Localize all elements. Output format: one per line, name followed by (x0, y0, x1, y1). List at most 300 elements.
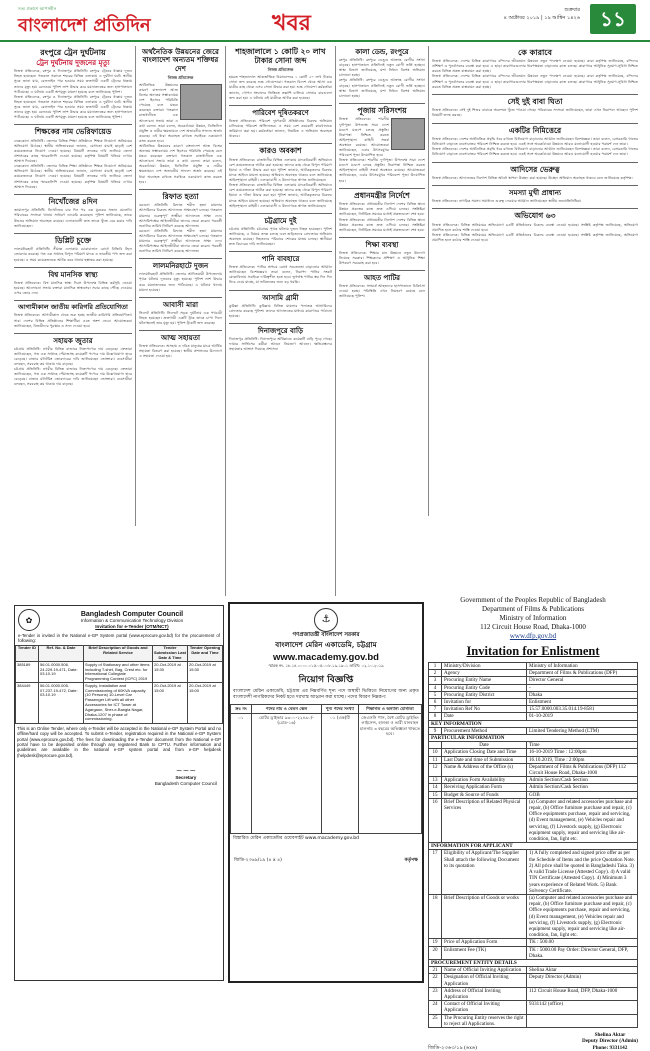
tender-desc: Supply, Installation and Commissioning of 60KVA capacity (10 Persons) 10-Level Car Passenger Lift with all other Accessories for ICT Tower at Agargaon, Sher-e-Bangla Nagar, Dhaka-1207 in phase of commissioning. (84, 683, 153, 723)
rec-footer: বিস্তারিত মেরিন একাডেমির ওয়েবসাইট www.macademy.gov.bd (233, 835, 360, 841)
inv-sign-name: Shelina Aktar (594, 1031, 626, 1038)
inv-address: 112 Circuit House Road, Dhaka-1000 (480, 623, 586, 631)
story (339, 48, 425, 99)
headline: চট্টগ্রামে দুই (264, 215, 297, 225)
divider (432, 162, 638, 163)
table-row (429, 974, 638, 987)
inv-sign-phone: Phone: 9331142 (592, 1044, 628, 1051)
rec-gd: জিডি-২৩৬৯/১৯ (৪ x ৪) (234, 857, 282, 863)
story-body: সিলেট প্রতিনিধি: সিলেটে সড়ক দুর্ঘটনায় এক পথচারী নিহত হয়েছেন। দ্রুতগামী একটি ট্রাক তাকে চাপা দিলে ঘটনাস্থলেই তার মৃত্যু হয়। পুলিশ ট্রাকটি জব্দ করেছে। (139, 310, 222, 325)
headline: পূজায় সরিসংশয় (357, 105, 407, 115)
table-row (429, 1001, 638, 1014)
bcc-sign-org: Bangladesh Computer Council (154, 781, 217, 787)
rec-body: বাংলাদেশ মেরিন একাডেমি, চট্টগ্রাম এর নিম্নবর্ণিত শূন্য পদে অস্থায়ী ভিত্তিতে নিয়োগের জন্য প্রকৃত বাংলাদেশী নাগরিকদের নিকট হতে দরখাস্ত আহ্বান করা যাচ্ছে। পদের বিবরণ নিম্নরূপ: (233, 689, 419, 701)
table-row (429, 798, 638, 842)
divider (432, 123, 638, 124)
section-row (429, 735, 638, 742)
rec-qual: জেএসসি পাস, বৈধ মোটর ড্রাইভিং লাইসেন্স, হালকা ও ভারী যানবাহন চালনায় ৩ বছরের অভিজ্ঞতা থাকতে হবে। (359, 713, 422, 833)
section-label: INFORMATION FOR APPLICANT (429, 843, 638, 850)
divider (139, 330, 222, 331)
headline: কারও অবকাশ (259, 146, 302, 156)
story (14, 271, 132, 296)
divider (139, 189, 222, 190)
table-row (429, 946, 638, 959)
headline: বিশ্ব মানসিক স্বাস্থ্য (48, 269, 98, 279)
table-row (429, 663, 638, 670)
column-1 (14, 46, 132, 602)
emblem-icon: ⚓ (314, 608, 338, 632)
rec-url: www.macademy.gov.bd (273, 652, 379, 663)
row-number: 3 (429, 677, 442, 684)
inv-ministry: Ministry of Information (499, 614, 567, 622)
column-divider (135, 46, 136, 526)
table-row (429, 791, 638, 798)
row-value: Enlistment (527, 699, 638, 706)
row-value: Director General (527, 677, 638, 684)
story (339, 274, 425, 299)
table-header-row (16, 645, 223, 661)
inv-bottom (428, 1032, 638, 1051)
section-title: খবর (272, 10, 311, 36)
table-row (429, 777, 638, 784)
rec-notice-title: নিয়োগ বিজ্ঞপ্তি (298, 675, 354, 685)
tender-id: 384449 (16, 683, 39, 723)
row-value: 01-10-2019 (527, 713, 638, 720)
story (139, 301, 222, 326)
story (14, 237, 132, 263)
story-body: কুমিল্লা প্রতিনিধি: কুমিল্লায় বিভিন্ন মামলার পলাতক আসামিদের গ্রেফতার করেছে পুলিশ। তাদের আদালতের মাধ্যমে কারাগারে পাঠানো হয়েছে। (229, 303, 332, 318)
headline: অভিযোগ ৬৩ (514, 211, 556, 221)
table-row (429, 699, 638, 706)
story (14, 48, 132, 120)
story-body: নিজস্ব প্রতিবেদক: দেশের অর্থনৈতিক প্রবৃদ্ধি ধরে রাখতে বিনিয়োগ বাড়ানোর আহ্বান জানিয়েছেন বিশেষজ্ঞরা। তারা বলেন, বেসরকারি খাতের বিনিয়োগ বাড়াতে ব্যবসাবান্ধব পরিবেশ নিশ্চিত করতে হবে। একই সঙ্গে অবকাঠামো উন্নয়নে আরও মনোযোগী হওয়ার পরামর্শ দেন তারা। (432, 147, 638, 157)
row-value: Limited Tendering Method (LTM) (527, 727, 638, 734)
column-header: Tender Submission Last Date & Time (154, 645, 187, 660)
column-header: Ref. No. & Date (39, 645, 84, 661)
row-value: Admin Section/Cash Section (527, 784, 638, 791)
row-number: 20 (429, 946, 442, 959)
row-label: Address of Official Inviting Application (442, 987, 527, 1000)
table-row (429, 684, 638, 691)
story (229, 294, 332, 319)
headline: শিক্ষা ব্যবস্থা (365, 239, 399, 249)
row-label: Date (442, 713, 527, 720)
row-label: Name of Official Inviting Application (442, 967, 527, 974)
news-photo (391, 118, 425, 150)
row-number: 15 (429, 791, 442, 798)
headline: একটির নিমিত্তেরে (508, 125, 562, 135)
column-5 (432, 46, 638, 516)
headline: পারিবেশ দূষিতকরণে (252, 107, 309, 117)
story (339, 241, 425, 266)
bcc-title: Bangladesh Computer Council (80, 610, 184, 618)
rec-gov: গণপ্রজাতন্ত্রী বাংলাদেশ সরকার (292, 632, 360, 638)
divider (14, 233, 132, 234)
story (229, 147, 332, 209)
story-body: নিজস্ব প্রতিবেদক: সংঘর্ষে আহতদের হাসপাতালে চিকিৎসা দেওয়া হচ্ছে। পরিস্থিতি এখন নিয়ন্ত্রণে রয়েছে বলে জানিয়েছে পুলিশ। (339, 284, 425, 299)
row-number: 5 (429, 691, 442, 698)
story (139, 334, 222, 359)
headline: আত্ম সহায়তা (160, 333, 201, 343)
tender-submission: 20-Oct-2019 at 15:00 (153, 683, 188, 723)
story-body: নিজস্ব প্রতিবেদক: রাজধানীর বিভিন্ন এলাকায় মাদকবিরোধী অভিযানে বেশ কয়েকজনকে আটক করা হয়েছে। তাদের কাছ থেকে বিপুল পরিমাণ ইয়াবা ও গাঁজা উদ্ধার করা হয়। পুলিশ জানায়, আটককৃতদের বিরুদ্ধে মাদক আইনে মামলা হয়েছে। অভিযান অব্যাহত থাকবে বলে জানিয়েছে আইনশৃঙ্খলা বাহিনী। এলাকাবাসী এ উদ্যোগকে স্বাগত জানিয়েছেন। (229, 183, 332, 208)
row-number: 21 (429, 967, 442, 974)
row-number: 24 (429, 1001, 442, 1014)
headline: কালা ডেন্ড, রংপুরে (355, 47, 409, 56)
row-label: Budget & Source of Funds (442, 791, 527, 798)
divider (339, 188, 425, 189)
story-body: লালমনিরহাট প্রতিনিধি: জেলার আদিতমারী উপজেলায় পৃথক ঘটনায় দুজনের মৃত্যু হয়েছে। পুলিশ লাশ উদ্ধার করে ময়নাতদন্তের জন্য পাঠিয়েছে। এ ঘটনায় থানায় মামলা হয়েছে। (139, 272, 222, 292)
headline: প্রধানমন্ত্রীর নির্দেশে (354, 190, 410, 200)
table-row (429, 850, 638, 894)
story-body: নিজস্ব প্রতিবেদক: দেশের অর্থনৈতিক প্রবৃদ্ধি ধরে রাখতে বিনিয়োগ বাড়ানোর আহ্বান জানিয়েছেন বিশেষজ্ঞরা। তারা বলেন, বেসরকারি খাতের বিনিয়োগ বাড়াতে ব্যবসাবান্ধব পরিবেশ নিশ্চিত করতে হবে। একই সঙ্গে অবকাঠামো উন্নয়নে আরও মনোযোগী হওয়ার পরামর্শ দেন তারা। (432, 137, 638, 147)
story (339, 107, 425, 184)
story-body: বরগুনা প্রতিনিধি: রিফাত শরীফ হত্যা মামলার আসামিদের বিরুদ্ধে আদালতে সাক্ষ্যগ্রহণ চলছে। গতকাল মামলার গুরুত্বপূর্ণ সাক্ষীরা আদালতে সাক্ষ্য দেন। আসামিপক্ষের আইনজীবীরা তাদের জেরা করেন। পরবর্তী শুনানির তারিখ নির্ধারণ করেছে আদালত। (139, 228, 222, 254)
tender-ref: 56.01.0000.506. 24.229.19-471, Date: 03.10.19 (39, 662, 84, 683)
table-row (429, 894, 638, 938)
column-4 (339, 46, 425, 516)
divider (229, 290, 332, 291)
story-body: লালমনিরহাট প্রতিনিধি: সীমান্ত এলাকায় চোরাচালান রোধে বিজিবি টহল জোরদার করেছে। গত এক সপ্তাহে বিপুল পরিমাণ মাদক ও ভারতীয় পণ্য জব্দ করা হয়েছে। এ সময় কয়েকজনকে আটক করে থানায় হস্তান্তর করা হয়েছে। (14, 247, 132, 262)
row-number: 2 (429, 670, 442, 677)
row-label: Name & Address of the Office (s) (442, 763, 527, 776)
table-row (429, 706, 638, 713)
story (432, 48, 638, 90)
story-body: নিজস্ব প্রতিবেদক: প্রধানমন্ত্রীর নির্দেশে দেশের বিভিন্ন স্থানে উন্নয়ন প্রকল্পের কাজ দ্রুত এগিয়ে চলছে। সংশ্লিষ্টরা জানিয়েছেন, নির্ধারিত সময়ের মধ্যেই প্রকল্পগুলো শেষ হবে। (339, 217, 425, 232)
weekday: শুক্রবার (564, 7, 580, 13)
table-row (429, 742, 638, 749)
story-body: নিজস্ব প্রতিবেদক: সেই দুই শিশুর বাবাকে অবশেষে খুঁজে পাওয়া গেছে। পরিবারের সদস্যরা জানিয়েছেন, তারা এখন নিরাপদে আছেন। পুলিশ বিষয়টি তদন্ত করছে। (432, 108, 638, 118)
story (139, 193, 222, 255)
table-row (429, 784, 638, 791)
divider (14, 300, 132, 301)
story-body: নেত্রকোনা প্রতিনিধি: জেলার বিভিন্ন শিক্ষা প্রতিষ্ঠানে শিক্ষক নিয়োগে অনিয়মের অভিযোগ উঠেছে। স্থানীয় অভিভাবকরা জানান, যোগ্যতা যাচাই ছাড়াই বেশ কয়েকজনকে নিয়োগ দেওয়া হয়েছে। বিষয়টি তদন্তের দাবি জানিয়ে জেলা প্রশাসকের কাছে স্মারকলিপি দেওয়া হয়েছে। কর্তৃপক্ষ বিষয়টি খতিয়ে দেখার আশ্বাস দিয়েছে। (14, 138, 132, 164)
table-row (429, 939, 638, 946)
row-number: 12 (429, 763, 442, 776)
table-row (16, 683, 223, 723)
inv-gov: Government of the Peoples Republic of Bangladesh (460, 596, 606, 604)
table-header-row (231, 705, 422, 713)
divider (139, 258, 222, 259)
story-body: নিজস্ব প্রতিবেদক: আগামীকাল থেকে শুরু হচ্ছে জাতীয় কারিগরি প্রতিযোগিতা। সারা দেশের বিভিন্ন প্রতিষ্ঠানের শিক্ষার্থীরা এতে অংশ নেবে। আয়োজকরা জানিয়েছেন, বিজয়ীদের পুরস্কার ও সনদ দেওয়া হবে। (14, 313, 132, 328)
headline: শিক্ষকের নাম ভেরিফায়েড (34, 127, 112, 137)
story-body: রংপুর প্রতিনিধি: রংপুরে ডেঙ্গু আক্রান্ত রোগীর সংখ্যা বাড়ছে। হাসপাতালে প্রতিদিনই নতুন রোগী ভর্তি হচ্ছেন। স্বাস্থ্য বিভাগ জানিয়েছে, মশা নিধনে বিশেষ অভিযান চালানো হচ্ছে। (339, 78, 425, 98)
divider (229, 213, 332, 214)
rec-org: বাংলাদেশ মেরিন একাডেমি, চট্টগ্রাম (275, 640, 377, 649)
row-value: TK : 500.00 (527, 939, 638, 946)
row-value: Dhaka (527, 691, 638, 698)
story (14, 337, 132, 388)
row-label: Application Closing Date and Time (442, 749, 527, 756)
row-number: 17 (429, 850, 442, 894)
story-body: হযরত শাহজালাল আন্তর্জাতিক বিমানবন্দরে ১ কোটি ২০ লাখ টাকার সোনা জব্দ করেছে শুল্ক গোয়েন্দারা। গতকাল বিদেশ থেকে আসা এক যাত্রীর কাছ থেকে এসব সোনা উদ্ধার করা হয়। শুল্ক গোয়েন্দা কর্মকর্তারা জানান, গোপন সংবাদের ভিত্তিতে তল্লাশি চালিয়ে সোনার বারগুলো জব্দ করা হয়। এ ঘটনায় ওই যাত্রীকে আটক করা হয়েছে। (229, 75, 332, 100)
column-3 (229, 46, 332, 602)
row-label: Invitation for (442, 699, 527, 706)
headline: সহায়ক জুতার (53, 335, 93, 345)
bcc-subtitle: Information & Communication Technology Division (80, 617, 184, 623)
story-body: নিজস্ব প্রতিবেদক: অসহায় ও দরিদ্র মানুষের মাঝে আর্থিক সহায়তা বিতরণ করা হয়েছে। স্থানীয় প্রশাসনের উদ্যোগে এ সহায়তা দেওয়া হয়। (139, 344, 222, 359)
row-number: 8 (429, 713, 442, 720)
story (432, 127, 638, 158)
column-divider (428, 46, 429, 516)
bcc-tender-notice (14, 605, 224, 981)
story-body: নিজস্ব প্রতিবেদক: প্রধানমন্ত্রীর নির্দেশে দেশের বিভিন্ন স্থানে উন্নয়ন প্রকল্পের কাজ দ্রুত এগিয়ে চলছে। সংশ্লিষ্টরা জানিয়েছেন, নির্ধারিত সময়ের মধ্যেই প্রকল্পগুলো শেষ হবে। (339, 202, 425, 217)
tender-submission: 20-Oct-2019 at 15:30 (153, 662, 188, 683)
story-body: নিজস্ব প্রতিবেদক: দেশের বিভিন্ন কারাগারে বন্দিদের জীবনমান উন্নয়নে নতুন পদক্ষেপ নেওয়া হয়েছে। কারা কর্তৃপক্ষ জানিয়েছে, বন্দিদের প্রশিক্ষণ ও পুনর্বাসনের ব্যবস্থা করা হবে। এ ছাড়া কারাগারগুলোর ধারণক্ষমতা বাড়ানোর কাজ চলছে। কারাগারে আধুনিক সুযোগ-সুবিধা নিশ্চিত করতে বিভিন্ন প্রকল্প বাস্তবায়ন করা হচ্ছে। (432, 59, 638, 74)
logo-tagline: সত্য প্রকাশে আপসহীন (18, 6, 57, 11)
bcc-intro: e-Tender is invited in the National e-GP System portal (www.eprocure.gov.bd) for the procurement of following: (18, 633, 220, 644)
story (229, 109, 332, 139)
newspaper-name: বাংলাদেশ প্রতিদিন (18, 15, 151, 36)
column-header: Tender Opening Date and Time (188, 645, 223, 661)
story (432, 189, 638, 204)
table-row (429, 967, 638, 974)
table-row (429, 763, 638, 776)
row-number: 9 (429, 727, 442, 734)
story-body: নিজস্ব প্রতিবেদক: শিক্ষার মান উন্নয়নে নতুন উদ্যোগ নিয়েছে সরকার। শিক্ষকদের প্রশিক্ষণ ও আধুনিক শিক্ষা উপকরণ সরবরাহ করা হবে। (339, 250, 425, 266)
story-body: নিজস্ব প্রতিবেদক: শারদীয় দুর্গাপূজা উপলক্ষে সারা দেশে মণ্ডপে মণ্ডপে চলছে প্রস্তুতি। নিরাপত্তা নিশ্চিত করতে আইনশৃঙ্খলা বাহিনী সতর্ক অবস্থানে রয়েছে। আয়োজকরা জানিয়েছেন, এবার উৎসবমুখর পরিবেশে পূজা উদযাপিত হবে। (339, 158, 425, 183)
column-header: ক্রঃ নং (231, 705, 252, 713)
story (229, 48, 332, 101)
row-value: (a) Computer and related accessories purchase and repair, (b) Office furniture purchase and repair, (c) Office equipments purchase, repair and servicing, (d) Event management, (e) Vehicles repair and servicing, (f) Livestock supply, (g) Electronic equipment supply, repair and servicing like air-condition, fan, light etc. (527, 894, 638, 938)
headline: কে কারাবে (518, 47, 552, 57)
story-body: নিজস্ব প্রতিবেদক: পরিবেশ দূষণকারী প্রতিষ্ঠানের বিরুদ্ধে অভিযান চালিয়েছে পরিবেশ অধিদফতর। এ সময় বেশ কয়েকটি কারখানাকে জরিমানা করা হয়। কর্মকর্তারা জানান, নিয়মিত এ অভিযান অব্যাহত থাকবে। (229, 118, 332, 139)
date-header: Date (442, 742, 527, 749)
emblem-icon: ✿ (18, 609, 40, 631)
news-photo (180, 84, 222, 120)
rec-header (230, 604, 422, 632)
column-header: পদের নাম ও বেতন স্কেল (252, 705, 322, 713)
row-number: 23 (429, 987, 442, 1000)
row-number: 18 (429, 894, 442, 938)
column-divider (335, 46, 336, 596)
row-value: TK : 5000.00 Pay Order: Director General, DFP, Dhaka. (527, 946, 638, 959)
headline: আসামি গ্রামী (262, 292, 299, 302)
table-row (429, 727, 638, 734)
row-label: Enlistment Fee (TK) (442, 946, 527, 959)
rec-bottom (230, 844, 422, 864)
divider (339, 270, 425, 271)
byline: নিজস্ব প্রতিবেদক (167, 74, 194, 80)
table-row (16, 662, 223, 683)
story-body: নিজস্ব প্রতিবেদক: বিভিন্ন অনিয়মের অভিযোগে ৬৩টি প্রতিষ্ঠানের বিরুদ্ধে ব্যবস্থা নেওয়া হয়েছে। সংশ্লিষ্ট কর্তৃপক্ষ জানিয়েছে, অভিযোগ প্রমাণিত হলে কঠোর শাস্তি দেওয়া হবে। (432, 233, 638, 243)
story-body: নিজস্ব প্রতিবেদক, রংপুর ও দিনাজপুর প্রতিনিধি: রংপুরে ট্রেনের ধাক্কায় দুজন নিহত হয়েছেন। গতকাল সকালে শহরের বিভিন্ন এলাকায় এ দুর্ঘটনা ঘটে। স্থানীয় সূত্রে জানা যায়, রেললাইন পার হওয়ার সময় দ্রুতগামী একটি ট্রেনের ধাক্কায় তাদের মৃত্যু হয়। রেলওয়ে পুলিশ লাশ উদ্ধার করে ময়নাতদন্তের জন্য হাসপাতালে পাঠিয়েছে। এ ঘটনায় একটি অপমৃত্যু মামলা হয়েছে বলে জানিয়েছে পুলিশ। (14, 94, 132, 120)
row-label: Price of Application Form (442, 939, 527, 946)
bcc-tender-type: Invitation for e-Tender (OTM/NCT) (95, 623, 169, 629)
row-label: Brief Description of Related Physical Services (442, 798, 527, 842)
story-body: চট্টগ্রাম প্রতিনিধি: চট্টগ্রামে পৃথক ঘটনায় দুজন নিহত হয়েছেন। পুলিশ জানিয়েছে, এ বিষয়ে তদন্ত চলছে এবং জড়িতদের গ্রেফতারে অভিযান অব্যাহত রয়েছে। নিহতদের পরিবারে শোকের মাতম চলছে। স্থানীয়রা দ্রুত বিচারের দাবি জানিয়েছেন। (229, 226, 332, 247)
dateline (468, 6, 580, 22)
row-value: 16-10-2019 Time : 12:00pm (527, 749, 638, 756)
headline: আগামীকাল জাতীয় কারিগরি প্রতিযোগিতা (18, 302, 128, 311)
story-body: নিজস্ব প্রতিবেদক, রংপুর ও দিনাজপুর প্রতিনিধি: রংপুরে ট্রেনের ধাক্কায় দুজন নিহত হয়েছেন। গতকাল সকালে শহরের বিভিন্ন এলাকায় এ দুর্ঘটনা ঘটে। স্থানীয় সূত্রে জানা যায়, রেললাইন পার হওয়ার সময় দ্রুতগামী একটি ট্রেনের ধাক্কায় তাদের মৃত্যু হয়। রেলওয়ে পুলিশ লাশ উদ্ধার করে ময়নাতদন্তের জন্য হাসপাতালে পাঠিয়েছে। এ ঘটনায় একটি অপমৃত্যু মামলা হয়েছে বলে জানিয়েছে পুলিশ। (14, 69, 132, 94)
rec-sign: কর্তৃপক্ষ (404, 857, 418, 863)
row-value: Department of Films & Publications (DFP) 112 Circuit House Road, Dhaka-1000 (527, 763, 638, 776)
story-body: রংপুর প্রতিনিধি: রংপুরে ডেঙ্গু আক্রান্ত রোগীর সংখ্যা বাড়ছে। হাসপাতালে প্রতিদিনই নতুন রোগী ভর্তি হচ্ছেন। স্বাস্থ্য বিভাগ জানিয়েছে, মশা নিধনে বিশেষ অভিযান চালানো হচ্ছে। (339, 58, 425, 78)
divider (14, 194, 132, 195)
story-body: অর্থনৈতিক উন্নয়নের কারণে বাংলাদেশ আজ বিশ্বের অন্যতম সম্ভাবনাময় দেশ হিসেবে পরিচিতি পেয়েছে বলে মন্তব্য করেছেন বক্তারা। গতকাল রাজধানীতে এক আলোচনা সভায় তারা এ কথা বলেন। তারা বলেন, অবকাঠামো উন্নয়ন, ডিজিটাল প্রযুক্তি ও নারীর ক্ষমতায়নে দেশ অভাবনীয় সাফল্য অর্জন করেছে। এই ধারা অব্যাহত রাখতে সবাইকে একযোগে কাজ করতে হবে। (139, 143, 222, 184)
headline: আহত পাটির (364, 273, 400, 283)
story-body: নিজস্ব প্রতিবেদক: রাজধানীর বিভিন্ন এলাকায় মাদকবিরোধী অভিযানে বেশ কয়েকজনকে আটক করা হয়েছে। তাদের কাছ থেকে বিপুল পরিমাণ ইয়াবা ও গাঁজা উদ্ধার করা হয়। পুলিশ জানায়, আটককৃতদের বিরুদ্ধে মাদক আইনে মামলা হয়েছে। অভিযান অব্যাহত থাকবে বলে জানিয়েছে আইনশৃঙ্খলা বাহিনী। এলাকাবাসী এ উদ্যোগকে স্বাগত জানিয়েছেন। (229, 157, 332, 183)
story (14, 128, 132, 190)
story-body: নিজস্ব প্রতিবেদক: আদালতের নির্দেশে বিভিন্ন অবৈধ স্থাপনা উচ্ছেদ করা হয়েছে। উচ্ছেদ অভিযান অব্যাহত থাকবে বলে জানিয়েছে কর্তৃপক্ষ। (432, 176, 633, 181)
divider (432, 94, 638, 95)
headline: দিনাজপুরে বাড়ি (258, 325, 303, 335)
inv-dept: Department of Films & Publications (482, 605, 584, 613)
newspaper-logo (18, 6, 168, 34)
divider (339, 103, 425, 104)
row-number: 13 (429, 777, 442, 784)
divider (339, 237, 425, 238)
bcc-sign-name: Secretary (175, 775, 197, 781)
table-row (429, 756, 638, 763)
row-value: 15.57.0000.003.35.014.19-8581 (527, 706, 638, 713)
divider (229, 251, 332, 252)
row-label: Agency (442, 670, 527, 677)
masthead (0, 0, 650, 42)
divider (14, 124, 132, 125)
tender-desc: Supply of Stationary and other items including T-shirt, Bag, Crest etc. for International Collegiate Programming Contest (ICPC) 2019 (84, 662, 153, 683)
story (432, 98, 638, 119)
divider (229, 323, 332, 324)
story-body: বরগুনা প্রতিনিধি: রিফাত শরীফ হত্যা মামলার আসামিদের বিরুদ্ধে আদালতে সাক্ষ্যগ্রহণ চলছে। গতকাল মামলার গুরুত্বপূর্ণ সাক্ষীরা আদালতে সাক্ষ্য দেন। আসামিপক্ষের আইনজীবীরা তাদের জেরা করেন। পরবর্তী শুনানির তারিখ নির্ধারণ করেছে আদালত। (139, 203, 222, 228)
headline: নিখোঁজের ৪দিন (48, 196, 98, 206)
row-value: Department of Films & Publications (DFP) (527, 670, 638, 677)
divider (14, 333, 132, 334)
headline: লালমনিরহাটে দুজন (152, 261, 209, 271)
story-body: নেত্রকোনা প্রতিনিধি: জেলার বিভিন্ন শিক্ষা প্রতিষ্ঠানে শিক্ষক নিয়োগে অনিয়মের অভিযোগ উঠেছে। স্থানীয় অভিভাবকরা জানান, যোগ্যতা যাচাই ছাড়াই বেশ কয়েকজনকে নিয়োগ দেওয়া হয়েছে। বিষয়টি তদন্তের দাবি জানিয়ে জেলা প্রশাসকের কাছে স্মারকলিপি দেওয়া হয়েছে। কর্তৃপক্ষ বিষয়টি খতিয়ে দেখার আশ্বাস দিয়েছে। (14, 164, 132, 189)
headline: সেই দুই বাবা ঘিতা (507, 96, 563, 106)
bcc-tender-table (15, 645, 223, 724)
recruitment-notice (228, 602, 424, 983)
subheadline: ট্রেন দুর্ঘটনায় দুজনের মৃত্যু (36, 58, 110, 68)
divider (139, 297, 222, 298)
row-label: Contact of Official Inviting Application (442, 1001, 527, 1014)
headline: আবাসী মারা (163, 299, 198, 309)
row-value: Shelina Aktar (527, 967, 638, 974)
bcc-footer: This is an Online Tender, where only e-Tender will be accepted in the National e-GP System Portal and no offline/hard copy will be accepted. To submit e-Tender, registration required in the National e-GP System portal (www.eprocure.gov.bd). The fees for downloading the e-Tender document from the National e-GP portal have to be deposited online through any registered Bank to CPTU. Further information and guidelines are available in the national e-GP system portal and from e-GP helpdesk (helpdesk@eprocure.gov.bd). (17, 725, 221, 758)
story-body: নিজস্ব প্রতিবেদক: নাগরিক সমস্যা সমাধানে গুরুত্ব দেওয়ার আহ্বান জানিয়েছেন স্থানীয় জনপ্রতিনিধিরা। (432, 199, 582, 204)
table-row (429, 713, 638, 720)
rec-count: ০১ (এক)টি (322, 713, 359, 833)
table-row (429, 677, 638, 684)
inv-table (428, 662, 638, 1028)
divider (229, 105, 332, 106)
headline: রংপুরে ট্রেন দুর্ঘটনায় (40, 47, 106, 57)
row-label: Brief Description of Goods or works (442, 894, 527, 938)
rec-post: মোটর ড্রাইভার ৯৩০০-২২৪৯০/- (গ্রেড-১৬) (252, 713, 322, 833)
row-value: 16.10.2019, Time : 2:00pm (527, 756, 638, 763)
story-body: নিজস্ব প্রতিবেদক: বিভিন্ন অনিয়মের অভিযোগে ৬৩টি প্রতিষ্ঠানের বিরুদ্ধে ব্যবস্থা নেওয়া হয়েছে। সংশ্লিষ্ট কর্তৃপক্ষ জানিয়েছে, অভিযোগ প্রমাণিত হলে কঠোর শাস্তি দেওয়া হবে। (432, 223, 638, 233)
story-body: নিজস্ব প্রতিবেদক: বিশ্ব মানসিক স্বাস্থ্য দিবস উপলক্ষে বিভিন্ন কর্মসূচি নেওয়া হয়েছে। আলোচনা সভায় বক্তারা মানসিক স্বাস্থ্যসেবা সবার কাছে পৌঁছে দেওয়ার ওপর জোর দেন। (14, 280, 132, 295)
bcc-signature: ~~~ Secretary Bangladesh Computer Council (154, 766, 217, 787)
story (229, 255, 332, 285)
inv-title: Invitation for Enlistment (466, 644, 600, 658)
story (14, 198, 132, 229)
table-row (429, 1014, 638, 1027)
row-value: Admin Section/Cash Section (527, 777, 638, 784)
story (139, 48, 222, 185)
row-value (527, 1014, 638, 1027)
invitation-enlistment-notice (428, 596, 638, 1051)
headline: রিফাত হত্যা (162, 191, 199, 201)
page-number: ১১ (590, 4, 636, 34)
headline: সমস্যা মুখী প্রাধান্য (509, 188, 561, 198)
row-number: 10 (429, 749, 442, 756)
row-number: 4 (429, 684, 442, 691)
row-label: Application Form Availability (442, 777, 527, 784)
story (229, 327, 332, 352)
column-2 (139, 46, 222, 602)
story-body: অর্থনৈতিক উন্নয়নের কারণে বাংলাদেশ আজ বিশ্বের অন্যতম সম্ভাবনাময় দেশ হিসেবে পরিচিতি পেয়েছে বলে মন্তব্য করেছেন বক্তারা। গতকাল রাজধানীতে এক আলোচনা সভায় তারা এ কথা বলেন। তারা বলেন, অবকাঠামো উন্নয়ন, ডিজিটাল প্রযুক্তি ও নারীর ক্ষমতায়নে দেশ অভাবনীয় সাফল্য অর্জন করেছে। এই ধারা অব্যাহত রাখতে সবাইকে একযোগে কাজ করতে হবে। (139, 82, 222, 143)
column-header: Brief Description of Goods and Related Service (84, 645, 153, 661)
story (139, 262, 222, 292)
row-number: 16 (429, 798, 442, 842)
inv-signature (582, 1032, 638, 1051)
story-body: চট্টগ্রাম প্রতিনিধি: নগরীর বিভিন্ন বাজারে নিত্যপণ্যের দাম বেড়েছে। ক্রেতারা জানিয়েছেন, গত এক সপ্তাহে পেঁয়াজসহ কয়েকটি পণ্যের দাম উল্লেখযোগ্য হারে বেড়েছে। বাজার মনিটরিং জোরদারের দাবি জানিয়েছেন ভোক্তারা। ব্যবসায়ীরা বলছেন, সরবরাহ কম থাকায় দাম বাড়ছে। (14, 367, 132, 387)
story-body: নিজস্ব প্রতিবেদক: শারদীয় দুর্গাপূজা উপলক্ষে সারা দেশে মণ্ডপে মণ্ডপে চলছে প্রস্তুতি। নিরাপত্তা নিশ্চিত করতে আইনশৃঙ্খলা বাহিনী সতর্ক অবস্থানে রয়েছে। আয়োজকরা জানিয়েছেন, এবার উৎসবমুখর পরিবেশে পূজা উদযাপিত হবে। (339, 117, 389, 158)
headline: পানি বাবহারে (261, 254, 300, 264)
row-value: 9331142 (office) (527, 1001, 638, 1014)
headline: আদিসের ভেরুত্ব (510, 164, 560, 174)
inv-sign-desig: Deputy Director (Admin) (582, 1038, 638, 1045)
tender-ref: 56.01.0000.005. 07.237.19-472, Date: 03.10.19 (39, 683, 84, 723)
row-label: Procurement Method (442, 727, 527, 734)
divider (432, 185, 638, 186)
column-divider (225, 46, 226, 596)
byline: নিজস্ব প্রতিবেদক (267, 67, 294, 73)
headline: ডিপ্লিট চুক্তে (55, 235, 91, 245)
rec-table (230, 704, 422, 833)
column-header: Tender ID (16, 645, 39, 661)
section-row (429, 720, 638, 727)
row-label: The Procuring Entity reserves the right to reject all Applications. (442, 1014, 527, 1027)
tender-opening: 20-Oct-2019 at 15:00 (188, 683, 223, 723)
row-label: Ministry/Division (442, 663, 527, 670)
table-row (429, 987, 638, 1000)
table-row (231, 713, 422, 833)
story-body: নিজস্ব প্রতিবেদক: দেশের বিভিন্ন কারাগারে বন্দিদের জীবনমান উন্নয়নে নতুন পদক্ষেপ নেওয়া হয়েছে। কারা কর্তৃপক্ষ জানিয়েছে, বন্দিদের প্রশিক্ষণ ও পুনর্বাসনের ব্যবস্থা করা হবে। এ ছাড়া কারাগারগুলোর ধারণক্ষমতা বাড়ানোর কাজ চলছে। কারাগারে আধুনিক সুযোগ-সুবিধা নিশ্চিত করতে বিভিন্ন প্রকল্প বাস্তবায়ন করা হচ্ছে। (432, 74, 638, 89)
story-body: জামালপুর প্রতিনিধি: নিখোঁজের চার দিন পর এক যুবকের সন্ধান মেলেনি। পরিবারের সদস্যরা থানায় সাধারণ ডায়েরি করেছেন। পুলিশ জানিয়েছে, তাকে উদ্ধারে অভিযান অব্যাহত রয়েছে। এলাকাবাসী দ্রুত তাকে খুঁজে বের করার দাবি জানিয়েছেন। (14, 208, 132, 228)
column-header: শিক্ষাগত ও অন্যান্য যোগ্যতা (359, 705, 422, 713)
bcc-header (15, 606, 223, 632)
section-row (429, 843, 638, 850)
row-label: Eligibility of Applicant/The Supplier Shall attach the following Document to its quotation (442, 850, 527, 894)
bcc-heading (44, 611, 220, 630)
rec-sl: ০১ (231, 713, 252, 833)
section-label: KEY INFORMATION (429, 720, 638, 727)
inv-gd: জিডি-২৩৬৩/১৯ (৬x৬) (428, 1044, 477, 1051)
row-value: 112 Circuit House Road, DFP, Dhaka-1000 (527, 987, 638, 1000)
tender-id: 385189 (16, 662, 39, 683)
story (432, 212, 638, 243)
section-row (429, 959, 638, 966)
column-header: শূন্য পদের সংখ্যা (322, 705, 359, 713)
row-value: 1) A fully completed and signed price offer as per the Schedule of Items and the price Quotation Note. 2) All price shall be quoted in Bangladeshi Taka. 3) A valid Trade License (Attested Copy). 4) A valid TIN Certificate (Attested Copy). 4) Minimum 3 years experience of Related Work. 5) Bank Solvency Certificate. (527, 850, 638, 894)
headline: অর্থনৈতিক উন্নয়নের জেরে বাংলাদেশ অন্যতম শক্তিধর দেশ (142, 47, 219, 73)
story-body: নিজস্ব প্রতিবেদক: পানির অপচয় রোধে সচেতনতা বাড়ানোর আহ্বান জানিয়েছেন বিশেষজ্ঞরা। তারা বলেন, নিরাপদ পানির সংকট মোকাবিলায় সবাইকে দায়িত্বশীল হতে হবে। ভূগর্ভস্থ পানির স্তর দিন দিন নিচে নেমে যাচ্ছে, যা ভবিষ্যতের জন্য বড় হুমকি। (229, 265, 332, 285)
row-number: 6 (429, 699, 442, 706)
row-label: Designation of Official Inviting Application (442, 974, 527, 987)
headline: শাহজালালে ১ কোটি ২০ লাখ টাকার সোনা জব্দ (235, 47, 326, 65)
divider (229, 143, 332, 144)
row-number: 25 (429, 1014, 442, 1027)
row-number: 1 (429, 663, 442, 670)
rec-ref: স্মারক নং- ১৮.১৪.০০০০.০১৫.০৫.০০৮.১৯-১৯০১ তারিখ: ০২.১০.২০১৯ (268, 663, 384, 668)
story-body: দিনাজপুর প্রতিনিধি: দিনাজপুরে অগ্নিকাণ্ডে কয়েকটি বাড়ি পুড়ে গেছে। ফায়ার সার্ভিসের কর্মীরা আগুন নিয়ন্ত্রণে আনেন। ক্ষতিগ্রস্তদের সহায়তার আশ্বাস দিয়েছে প্রশাসন। (229, 336, 332, 352)
row-label: Last Date and time of Submission (442, 756, 527, 763)
row-number: 11 (429, 756, 442, 763)
